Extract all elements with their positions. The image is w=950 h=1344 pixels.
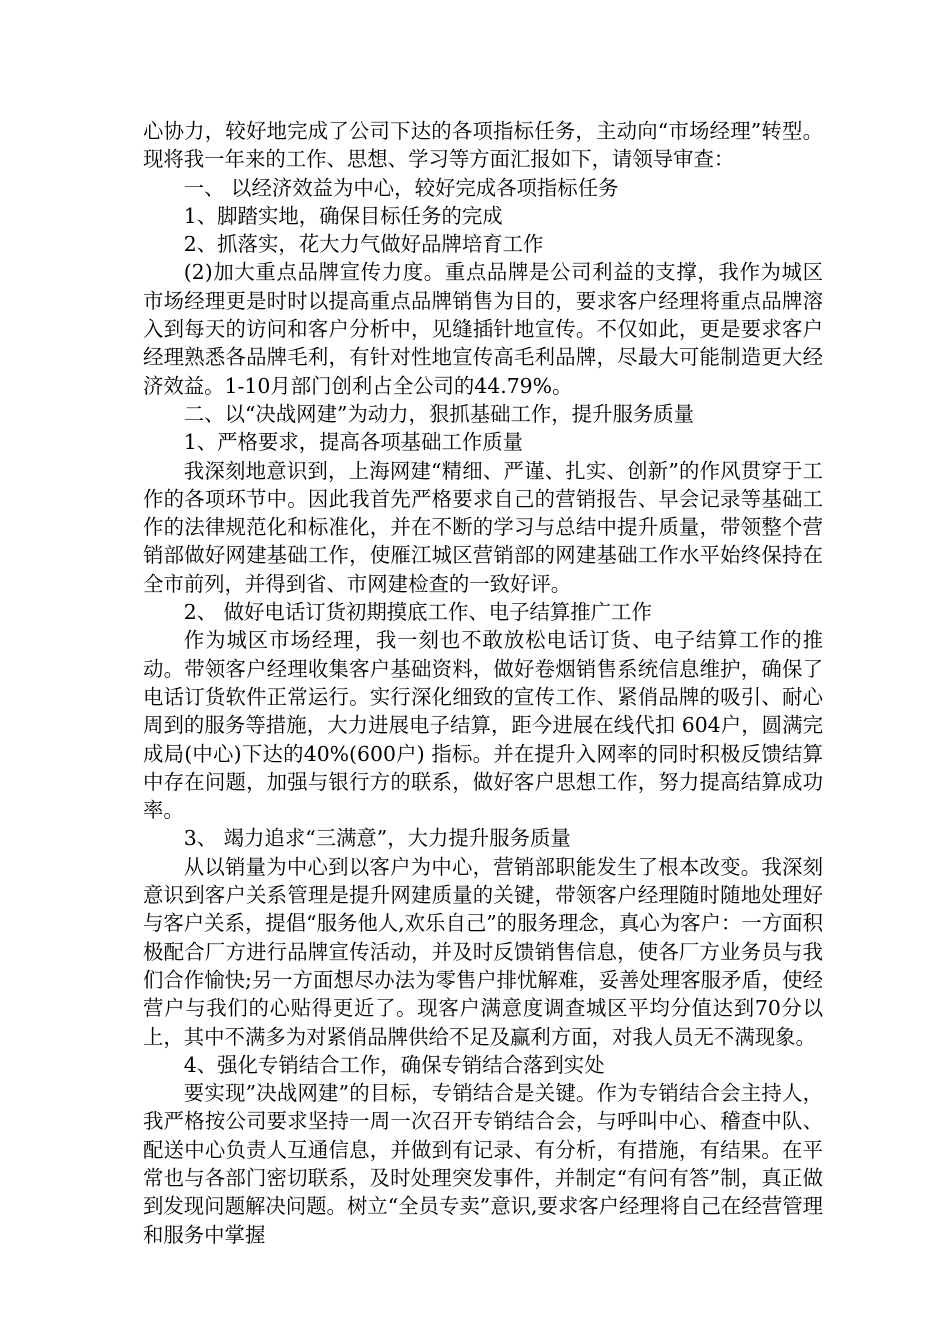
subheading-2-2: 2、 做好电话订货初期摸底工作、电子结算推广工作 xyxy=(183,600,652,625)
subheading-2-1: 1、严格要求，提高各项基础工作质量 xyxy=(183,430,524,455)
subheading-1-2: 2、抓落实，花大力气做好品牌培育工作 xyxy=(183,232,544,257)
subheading-2-3: 3、 竭力追求“三满意”，大力提升服务质量 xyxy=(183,826,571,851)
paragraph-service-quality: 从以销量为中心到以客户为中心，营销部职能发生了根本改变。我深刻意识到客户关系管理是提升网建质量的关键，带领客户经理随时随地处理好与客户关系，提倡“服务他人,欢乐自己”的服务理念，真心为客户：一方面积极配合厂方进行品牌宣传活动，并及时反馈销售信息，使各厂方业务员与我们合作愉快;另一方面想尽办法为零售户排忧解难，妥善处理客服矛盾，使经营户与我们的心贴得更近了。现客户满意度调查城区平均分值达到70分以上，其中不满多为对紧俏品牌供给不足及赢利方面，对我人员无不满现象。 xyxy=(143,854,823,1049)
subheading-2-4: 4、强化专销结合工作，确保专销结合落到实处 xyxy=(183,1052,605,1077)
subheading-1-1: 1、脚踏实地，确保目标任务的完成 xyxy=(183,203,503,228)
paragraph-monopoly-sales: 要实现”决战网建”的目标，专销结合是关键。作为专销结合会主持人，我严格按公司要求坚持一周一次召开专销结合会，与呼叫中心、稽查中队、配送中心负责人互通信息，并做到有记录、有分析，有措施，有结果。在平常也与各部门密切联系，及时处理突发事件，并制定“有问有答”制，真正做到发现问题解决问题。树立“全员专卖”意识,要求客户经理将自己在经营管理和服务中掌握 xyxy=(143,1081,823,1247)
paragraph-continuation: 心协力，较好地完成了公司下达的各项指标任务，主动向“市场经理”转型。现将我一年来的工作、思想、学习等方面汇报如下，请领导审查： xyxy=(143,119,823,172)
paragraph-basic-work: 我深刻地意识到，上海网建“精细、严谨、扎实、创新”的作风贯穿于工作的各项环节中。因此我首先严格要求自己的营销报告、早会记录等基础工作的法律规范化和标准化，并在不断的学习与总结中提升质量，带领整个营销部做好网建基础工作，使雁江城区营销部的网建基础工作水平始终保持在全市前列，并得到省、市网建检查的一致好评。 xyxy=(143,458,823,596)
paragraph-phone-ordering: 作为城区市场经理，我一刻也不敢放松电话订货、电子结算工作的推动。带领客户经理收集客户基础资料，做好卷烟销售系统信息维护，确保了电话订货软件正常运行。实行深化细致的宣传工作、紧俏品牌的吸引、耐心周到的服务等措施，大力进展电子结算，距今进展在线代扣 604户，圆满完成局(中心)下达的40%(600户) 指标。并在提升入网率的同时积极反馈结算中存在问题，加强与银行方的联系，做好客户思想工作，努力提高结算成功率。 xyxy=(143,628,823,823)
paragraph-brand-promotion: (2)加大重点品牌宣传力度。重点品牌是公司利益的支撑，我作为城区市场经理更是时时以提高重点品牌销售为目的，要求客户经理将重点品牌溶入到每天的访问和客户分析中，见缝插针地宣传。不仅如此，更是要求客户经理熟悉各品牌毛利，有针对性地宣传高毛利品牌，尽最大可能制造更大经济效益。1-10月部门创利占全公司的44.79%。 xyxy=(143,260,823,398)
section-heading-2: 二、以“决战网建”为动力，狠抓基础工作，提升服务质量 xyxy=(183,401,695,426)
section-heading-1: 一、 以经济效益为中心，较好完成各项指标任务 xyxy=(183,175,619,200)
document-body xyxy=(143,117,823,1249)
